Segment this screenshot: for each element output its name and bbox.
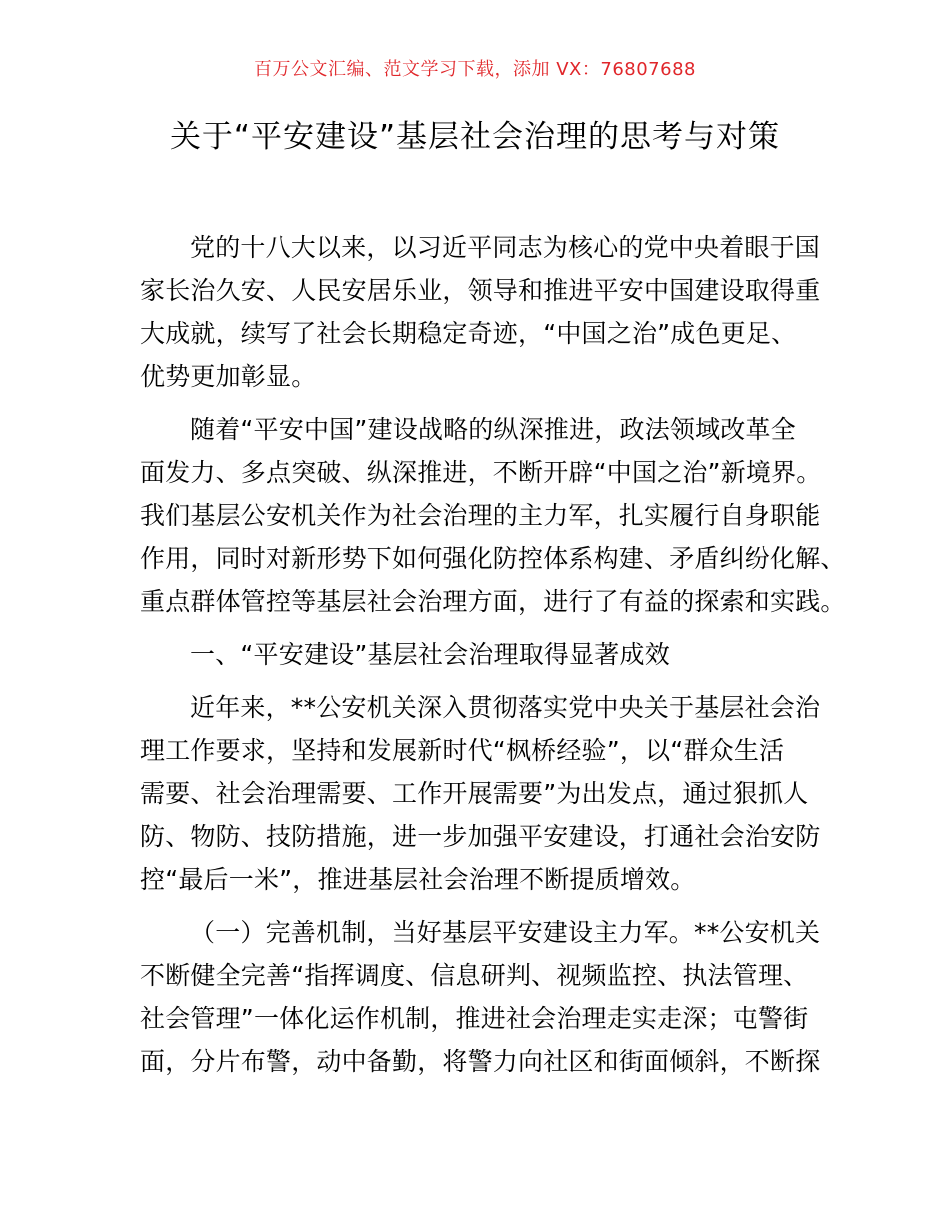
paragraph-gap — [140, 676, 820, 686]
text-line: 面发力、多点突破、纵深推进，不断开辟“中国之治”新境界。 — [140, 458, 822, 487]
text-line: （一）完善机制，当好基层平安建设主力军。**公安机关 — [190, 918, 821, 947]
paragraph-gap — [140, 901, 820, 911]
text-line: 党的十八大以来，以习近平同志为核心的党中央着眼于国 — [190, 233, 821, 262]
text-line: 重点群体管控等基层社会治理方面，进行了有益的探索和实践。 — [140, 587, 846, 616]
section-heading-1 — [140, 633, 820, 676]
text-line: 随着“平安中国”建设战略的纵深推进，政法领域改革全 — [190, 415, 796, 444]
text-line: 面，分片布警，动中备勤，将警力向社区和街面倾斜，不断探 — [140, 1047, 821, 1076]
text-line: 理工作要求，坚持和发展新时代“枫桥经验”，以“群众生活 — [140, 736, 785, 765]
text-line: 社会管理”一体化运作机制，推进社会治理走实走深；屯警街 — [140, 1004, 809, 1033]
text-line: 需要、社会治理需要、工作开展需要”为出发点，通过狠抓人 — [140, 779, 809, 808]
text-line: 大成就，续写了社会长期稳定奇迹，“中国之治”成色更足、 — [140, 319, 797, 348]
text-line: 近年来，**公安机关深入贯彻落实党中央关于基层社会治 — [190, 693, 821, 722]
paragraph-4 — [140, 911, 820, 1083]
paragraph-gap — [140, 398, 820, 408]
document-title: 关于“平安建设”基层社会治理的思考与对策 — [169, 119, 781, 155]
document-body — [140, 226, 846, 1083]
paragraph-2 — [140, 408, 846, 623]
text-line: 作用，同时对新形势下如何强化防控体系构建、矛盾纠纷化解、 — [140, 544, 846, 573]
text-line: 优势更加彰显。 — [140, 362, 317, 391]
text-line: 防、物防、技防措施，进一步加强平安建设，打通社会治安防 — [140, 822, 821, 851]
text-line: 我们基层公安机关作为社会治理的主力军，扎实履行自身职能 — [140, 501, 821, 530]
text-line: 一、“平安建设”基层社会治理取得显著成效 — [190, 640, 670, 669]
text-line: 不断健全完善“指挥调度、信息研判、视频监控、执法管理、 — [140, 961, 809, 990]
text-line: 家长治久安、人民安居乐业，领导和推进平安中国建设取得重 — [140, 276, 821, 305]
paragraph-3 — [140, 686, 820, 901]
paragraph-1 — [140, 226, 820, 398]
paragraph-gap — [140, 623, 820, 633]
watermark-banner: 百万公文汇编、范文学习下载，添加 VX：76807688 — [254, 59, 696, 80]
text-line: 控“最后一米”，推进基层社会治理不断提质增效。 — [140, 865, 696, 894]
